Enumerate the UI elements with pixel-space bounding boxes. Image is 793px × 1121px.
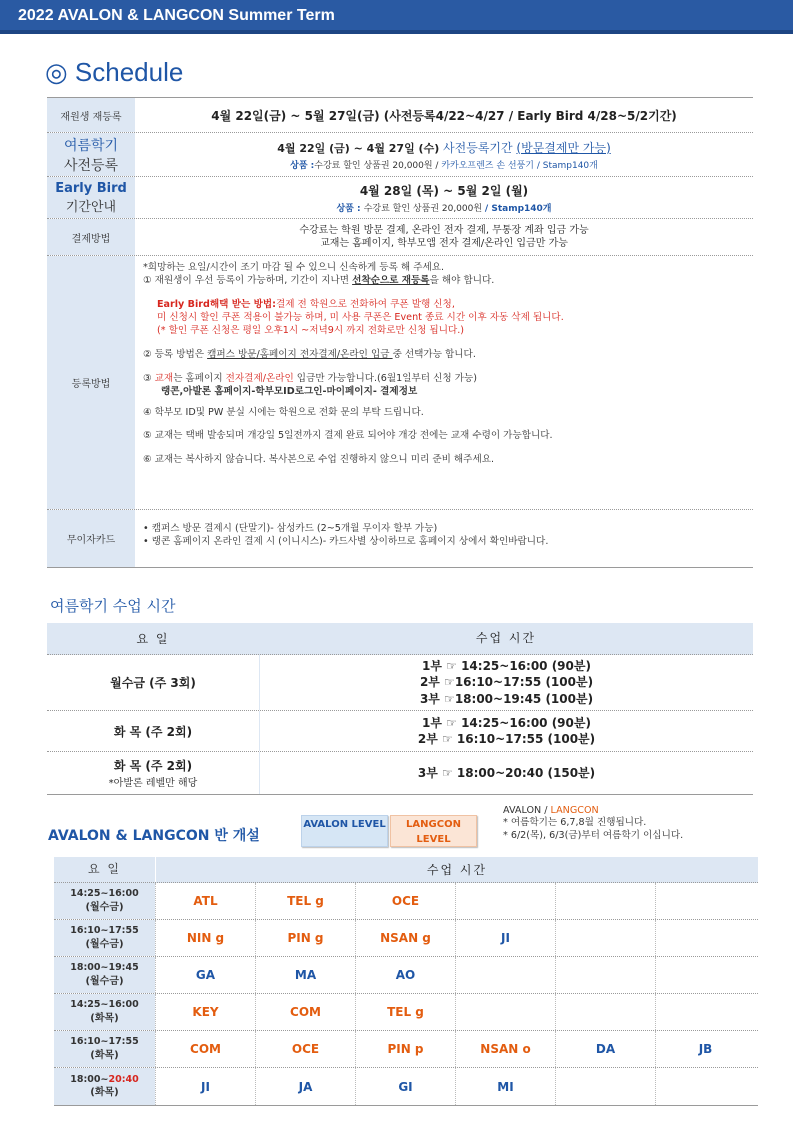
class-cell: PIN g: [255, 920, 355, 956]
class-cell: OCE: [355, 883, 455, 919]
row-label: 결제방법: [47, 219, 135, 255]
class-cell: [555, 920, 655, 956]
class-cell: [655, 957, 755, 993]
class-cell: [555, 957, 655, 993]
table-row: 화 목 (주 2회) *아발론 레벨만 해당 3부 ☞ 18:00~20:40 (150분): [47, 752, 753, 794]
schedule-row-payment: [47, 219, 753, 256]
schedule-row-card: [47, 510, 753, 567]
class-cell: [655, 920, 755, 956]
class-cell: MI: [455, 1068, 555, 1105]
class-cell: [455, 957, 555, 993]
schedule-row-reregister: [47, 98, 753, 133]
class-cell: NSAN o: [455, 1031, 555, 1067]
table-row: 16:10~17:55 (월수금) NIN g PIN g NSAN g JI: [54, 920, 758, 957]
langcon-level-badge: LANGCON LEVEL: [390, 815, 477, 847]
levels-title: AVALON & LANGCON 반 개설: [48, 828, 260, 844]
class-cell: [655, 1068, 755, 1105]
class-time-table: [47, 623, 753, 795]
class-cell: JI: [455, 920, 555, 956]
class-cell: [655, 883, 755, 919]
avalon-level-badge: AVALON LEVEL: [301, 815, 388, 847]
row-label: 기간안내: [65, 199, 117, 215]
class-cell: COM: [155, 1031, 255, 1067]
class-cell: TEL g: [355, 994, 455, 1030]
table-row: 18:00~19:45 (월수금) GA MA AO: [54, 957, 758, 994]
row-label: Early Bird: [55, 180, 127, 196]
preregister-period: 4월 22일 (금) ~ 4월 27일 (수) 사전등록기간 (방문결제만 가능): [277, 140, 611, 155]
class-cell: TEL g: [255, 883, 355, 919]
schedule-row-registration: [47, 256, 753, 510]
payment-line: 수강료는 학원 방문 결제, 온라인 전자 결제, 무통장 계좌 입금 가능: [299, 224, 589, 236]
class-cell: JI: [155, 1068, 255, 1105]
class-cell: COM: [255, 994, 355, 1030]
class-cell: ATL: [155, 883, 255, 919]
preregister-prize: 상품 :수강료 할인 상품권 20,000원 / 카카오프렌즈 손 선풍기 / Stamp140개: [290, 160, 598, 171]
table-row: 화 목 (주 2회) 1부 ☞ 14:25~16:00 (90분) 2부 ☞ 16:10~17:55 (100분): [47, 711, 753, 752]
payment-line: 교재는 홈페이지, 학부모앱 전자 결제/온라인 입금만 가능: [320, 238, 568, 249]
class-cell: OCE: [255, 1031, 355, 1067]
early-bird-prize: 상품 : 수강료 할인 상품권 20,000원 / Stamp140개: [336, 203, 552, 214]
card-notes: • 캠퍼스 방문 결제시 (단말기)- 삼성카드 (2~5개월 무이자 할부 가능) • 랭콘 홈페이지 온라인 결제 시 (이니시스)- 카드사별 상이하므로 홈페이지 상에서 확인바랍니다.: [143, 523, 549, 548]
row-label: 무이자카드: [47, 510, 135, 567]
schedule-title: ◎ Schedule: [45, 57, 184, 87]
levels-table: [54, 857, 758, 1106]
class-cell: NSAN g: [355, 920, 455, 956]
levels-note: AVALON / LANGCON * 여름학기는 6,7,8월 진행됩니다. * 6/2(목), 6/3(금)부터 여름학기 이십니다.: [503, 805, 684, 841]
table-row: 18:00~20:40 (화목) JI JA GI MI: [54, 1068, 758, 1105]
registration-notes: *희망하는 요일/시간이 조기 마감 될 수 있으니 신속하게 등록 해 주세요. ① 재원생이 우선 등록이 가능하며, 기간이 지나면 선착순으로 재등록을 해야 합니다. Early Bird해택 받는 방법:결제 전 학원으로 전화하여 쿠폰 발행 신청, 미 신청시 할인 쿠폰 적용이 불가능 하며, 미 사용 쿠폰은 Event 종료 시간 이후 자동 삭제 됩니다. (* 할인 쿠폰 신청은 평일 오후1시 ~저녁9시 까지 전화로만 신청 됩니다.) ② 등록 방법은 캠퍼스 방문/홈페이지 전자결제/온라인 입금 중 선택가능 합니다. ③ 교재는 홈페이지 전자결제/온라인 입금만 가능합니다.(6월1일부터 신청 가능) 랭콘,아발론 홈페이지-학부모ID로그인-마이페이지- 결제정보 ④ 학부모 ID및 PW 분실 시에는 학원으로 전화 문의 부탁 드립니다. ⑤ 교재는 택배 발송되며 개강일 5일전까지 결제 완료 되어야 개강 전에는 교재 수령이 가능합니다. ⑥ 교재는 복사하지 않습니다. 복사본으로 수업 진행하지 않으니 미리 준비 해주세요.: [143, 262, 564, 466]
class-cell: [555, 883, 655, 919]
class-time-title: 여름학기 수업 시간: [50, 597, 176, 615]
class-cell: [555, 994, 655, 1030]
row-label: 재원생 재등록: [47, 98, 135, 132]
class-cell: [655, 994, 755, 1030]
class-cell: AO: [355, 957, 455, 993]
table-row: 14:25~16:00 (화목) KEY COM TEL g: [54, 994, 758, 1031]
table-header: 요 일 수업 시간: [47, 623, 753, 655]
class-cell: GA: [155, 957, 255, 993]
schedule-row-early-bird: [47, 177, 753, 219]
class-cell: JA: [255, 1068, 355, 1105]
table-row: 월수금 (주 3회) 1부 ☞ 14:25~16:00 (90분) 2부 ☞16:10~17:55 (100분) 3부 ☞18:00~19:45 (100분): [47, 655, 753, 711]
class-cell: DA: [555, 1031, 655, 1067]
page-title: 2022 AVALON & LANGCON Summer Term: [18, 7, 335, 24]
table-row: 16:10~17:55 (화목) COM OCE PIN p NSAN o DA JB: [54, 1031, 758, 1068]
class-cell: [555, 1068, 655, 1105]
row-label: 등록방법: [47, 256, 135, 509]
table-row: 14:25~16:00 (월수금) ATL TEL g OCE: [54, 883, 758, 920]
class-cell: [455, 883, 555, 919]
early-bird-period: 4월 28일 (목) ~ 5월 2일 (월): [359, 183, 529, 198]
schedule-table: [47, 97, 753, 568]
reregister-period: 4월 22일(금) ~ 5월 27일(금) (사전등록4/22~4/27 / Early Bird 4/28~5/2기간): [211, 108, 677, 123]
row-label: 사전등록: [63, 157, 119, 174]
class-cell: NIN g: [155, 920, 255, 956]
table-header: 요 일 수업 시간: [54, 857, 758, 883]
row-label: 여름학기: [63, 137, 119, 154]
class-cell: KEY: [155, 994, 255, 1030]
class-cell: MA: [255, 957, 355, 993]
class-cell: PIN p: [355, 1031, 455, 1067]
class-cell: JB: [655, 1031, 755, 1067]
schedule-row-preregister: [47, 133, 753, 177]
class-cell: [455, 994, 555, 1030]
header-bar: [0, 0, 793, 34]
class-cell: GI: [355, 1068, 455, 1105]
